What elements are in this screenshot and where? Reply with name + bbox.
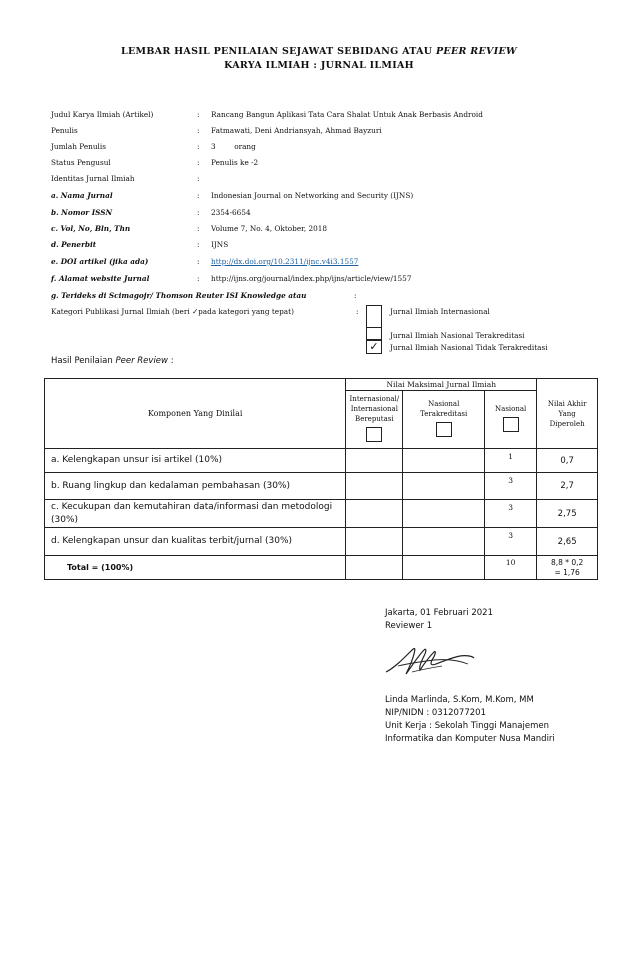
meta-label: c. Vol, No, Bln, Thn xyxy=(51,224,131,233)
meta-label: f. Alamat website Jurnal xyxy=(51,274,150,283)
total-final-line2: = 1,76 xyxy=(554,567,580,577)
table-total-row xyxy=(45,556,598,580)
table-row xyxy=(45,500,598,528)
meta-label: d. Penerbit xyxy=(51,240,97,249)
meta-label: Identitas Jurnal Ilmiah xyxy=(51,174,135,183)
meta-value: Indonesian Journal on Networking and Security (IJNS) xyxy=(211,191,414,200)
meta-row: e. DOI artikel (jika ada) : http://dx.doi.org/10.2311/ijnc.v4i3.1557 xyxy=(51,257,359,266)
meta-label: e. DOI artikel (jika ada) xyxy=(51,257,149,266)
signature-place-date: Jakarta, 01 Februari 2021 xyxy=(385,608,493,618)
cell-nas: 1 xyxy=(485,449,537,473)
review-heading-italic: Peer Review xyxy=(115,356,168,366)
meta-row: Status Pengusul : Penulis ke -2 xyxy=(51,158,259,167)
title-line1: LEMBAR HASIL PENILAIAN SEJAWAT SEBIDANG ATAU xyxy=(121,46,433,57)
meta-value: Fatmawati, Deni Andriansyah, Ahmad Bayzuri xyxy=(211,126,382,135)
category-checkbox-terakreditasi[interactable] xyxy=(366,327,382,340)
meta-row: Jumlah Penulis : 3 orang xyxy=(51,142,256,151)
cell-intl xyxy=(346,528,403,556)
category-label-internasional: Jurnal Ilmiah Internasional xyxy=(390,307,490,316)
doi-link[interactable]: http://dx.doi.org/10.2311/ijnc.v4i3.1557 xyxy=(211,257,359,266)
cell-intl xyxy=(346,473,403,500)
meta-row: Penulis : Fatmawati, Deni Andriansyah, Ahmad Bayzuri xyxy=(51,126,382,135)
row-label: b. Ruang lingkup dan kedalaman pembahasan (30%) xyxy=(45,473,346,500)
signature-unit: Unit Kerja : Sekolah Tinggi Manajemen Informatika dan Komputer Nusa Mandiri xyxy=(385,721,555,744)
meta-row: g. Terideks di Scimagojr/ Thomson Reuter ISI Knowledge atau : xyxy=(51,291,357,300)
cell-akr xyxy=(403,473,485,500)
table-row xyxy=(45,528,598,556)
review-heading-suffix: : xyxy=(168,356,174,366)
col-final: Nilai Akhir Yang Diperoleh xyxy=(537,379,598,449)
meta-row: Identitas Jurnal Ilmiah : xyxy=(51,174,200,183)
cell-akr xyxy=(403,500,485,528)
category-label-tidak-terakreditasi: Jurnal Ilmiah Nasional Tidak Terakreditasi xyxy=(390,343,548,352)
signature-image xyxy=(384,642,476,680)
row-label: d. Kelengkapan unsur dan kualitas terbit/jurnal (30%) xyxy=(45,528,346,556)
cell-intl xyxy=(346,500,403,528)
meta-row: f. Alamat website Jurnal : http://ijns.org/journal/index.php/ijns/article/view/1557 xyxy=(51,274,412,283)
meta-value: IJNS xyxy=(211,240,229,249)
row-label: c. Kecukupan dan kemutahiran data/informasi dan metodologi (30%) xyxy=(45,500,346,528)
total-intl xyxy=(346,556,403,580)
cell-nas: 3 xyxy=(485,473,537,500)
meta-value: Rancang Bangun Aplikasi Tata Cara Shalat Untuk Anak Berbasis Android xyxy=(211,110,483,119)
checkbox-nasional[interactable] xyxy=(503,417,519,432)
meta-row: d. Penerbit : IJNS xyxy=(51,240,229,249)
title-line1-italic: PEER REVIEW xyxy=(435,46,517,57)
meta-row: b. Nomor ISSN : 2354-6654 xyxy=(51,208,251,217)
col-nasional-label: Nasional xyxy=(495,405,527,413)
col-nasional-akr-label: Nasional Terakreditasi xyxy=(420,400,468,418)
col-intl xyxy=(346,391,403,449)
total-final-line1: 8,8 * 0,2 xyxy=(550,557,584,567)
table-row xyxy=(45,473,598,500)
meta-row: Judul Karya Ilmiah (Artikel) : Rancang Bangun Aplikasi Tata Cara Shalat Untuk Anak Berbasis Android xyxy=(51,110,483,119)
category-label-terakreditasi: Jurnal Ilmiah Nasional Terakreditasi xyxy=(390,331,525,340)
review-heading-text: Hasil Penilaian xyxy=(51,356,113,366)
meta-value: Volume 7, No. 4, Oktober, 2018 xyxy=(211,224,328,233)
review-heading xyxy=(51,356,174,366)
meta-label: b. Nomor ISSN xyxy=(51,208,113,217)
meta-label: g. Terideks di Scimagojr/ Thomson Reuter ISI Knowledge atau xyxy=(51,291,307,300)
meta-value: 2354-6654 xyxy=(211,208,251,217)
cell-final: 2,65 xyxy=(537,528,598,556)
cell-final: 0,7 xyxy=(537,449,598,473)
col-group: Nilai Maksimal Jurnal Ilmiah xyxy=(346,379,537,391)
col-intl-label: Internasional/ Internasional Bereputasi xyxy=(349,395,400,423)
cell-nas: 3 xyxy=(485,500,537,528)
total-nas: 10 xyxy=(485,556,537,580)
checkbox-intl[interactable] xyxy=(366,427,382,442)
meta-row: a. Nama Jurnal : Indonesian Journal on Networking and Security (IJNS) xyxy=(51,191,414,200)
meta-value: Penulis ke -2 xyxy=(211,158,259,167)
signature-nip: NIP/NIDN : 0312077201 xyxy=(385,708,486,718)
meta-label: a. Nama Jurnal xyxy=(51,191,113,200)
meta-label: Status Pengusul xyxy=(51,158,111,167)
cell-final: 2,75 xyxy=(537,500,598,528)
col-component: Komponen Yang Dinilai xyxy=(45,379,346,449)
signature-role: Reviewer 1 xyxy=(385,621,433,631)
cell-akr xyxy=(403,449,485,473)
category-checkbox-tidak-terakreditasi[interactable]: ✓ xyxy=(366,340,382,354)
meta-value: 3 orang xyxy=(211,142,256,151)
meta-label: Penulis xyxy=(51,126,78,135)
total-label: Total = (100%) xyxy=(45,556,346,580)
total-final xyxy=(537,556,598,580)
category-colon: : xyxy=(356,307,359,316)
website-link[interactable]: http://ijns.org/journal/index.php/ijns/article/view/1557 xyxy=(211,274,412,283)
category-label: Kategori Publikasi Jurnal Ilmiah (beri ✓pada kategori yang tepat) xyxy=(51,307,294,316)
total-akr xyxy=(403,556,485,580)
col-nasional-akr xyxy=(403,391,485,449)
cell-final: 2,7 xyxy=(537,473,598,500)
cell-intl xyxy=(346,449,403,473)
signature-name: Linda Marlinda, S.Kom, M.Kom, MM xyxy=(385,695,534,705)
meta-label: Jumlah Penulis xyxy=(51,142,106,151)
table-row xyxy=(45,449,598,473)
category-checkbox-internasional[interactable] xyxy=(366,305,382,327)
score-table xyxy=(44,378,598,580)
cell-akr xyxy=(403,528,485,556)
page-title xyxy=(0,46,638,57)
cell-nas: 3 xyxy=(485,528,537,556)
checkbox-nasional-akr[interactable] xyxy=(436,422,452,437)
page-subtitle: KARYA ILMIAH : JURNAL ILMIAH xyxy=(224,60,414,71)
meta-row: c. Vol, No, Bln, Thn : Volume 7, No. 4, Oktober, 2018 xyxy=(51,224,328,233)
meta-label: Judul Karya Ilmiah (Artikel) xyxy=(51,110,154,119)
row-label: a. Kelengkapan unsur isi artikel (10%) xyxy=(45,449,346,473)
col-nasional xyxy=(485,391,537,449)
